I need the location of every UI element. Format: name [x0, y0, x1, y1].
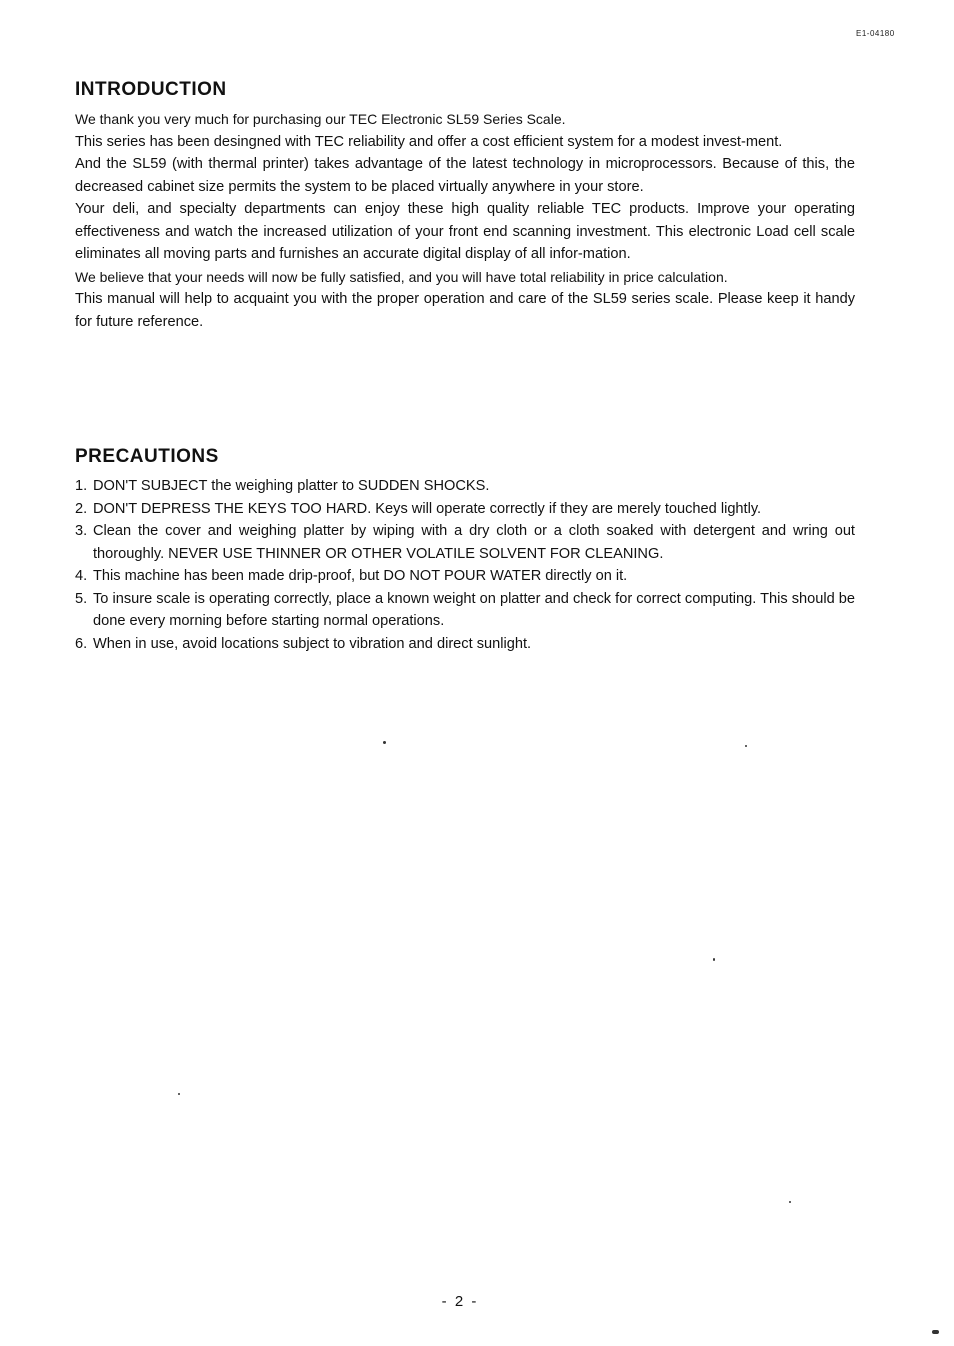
introduction-section — [75, 78, 855, 333]
precaution-text: Clean the cover and weighing platter by wiping with a dry cloth or a cloth soaked with detergent and wring out thoroughly. NEVER USE THINNER OR OTHER VOLATILE SOLVENT FOR CLEANING. — [93, 523, 855, 562]
precaution-number: 3. — [75, 523, 88, 539]
scan-speck — [383, 741, 386, 744]
precautions-list — [75, 475, 855, 655]
precaution-item — [75, 633, 855, 656]
precaution-item — [75, 588, 855, 633]
document-code: E1-04180 — [856, 29, 895, 38]
precaution-item — [75, 565, 855, 588]
precaution-item — [75, 520, 855, 565]
intro-paragraph: This manual will help to acquaint you with the proper operation and care of the SL59 series scale. Please keep it handy for future reference. — [75, 291, 855, 330]
precaution-item — [75, 475, 855, 498]
precautions-heading: PRECAUTIONS — [75, 446, 219, 467]
intro-paragraph: We thank you very much for purchasing our TEC Electronic SL59 Series Scale. — [75, 111, 566, 127]
precaution-number: 4. — [75, 568, 88, 584]
precaution-text: DON'T DEPRESS THE KEYS TOO HARD. Keys will operate correctly if they are merely touched lightly. — [93, 500, 762, 517]
precautions-section — [75, 445, 855, 655]
precaution-text: When in use, avoid locations subject to vibration and direct sunlight. — [93, 635, 532, 652]
scan-speck — [178, 1093, 180, 1095]
intro-paragraph: This series has been desingned with TEC reliability and offer a cost efficient system for a modest invest-ment. — [75, 133, 783, 150]
precaution-text: DON'T SUBJECT the weighing platter to SUDDEN SHOCKS. — [93, 478, 490, 494]
precaution-number: 1. — [75, 478, 88, 494]
scan-speck — [745, 745, 747, 747]
precaution-number: 5. — [75, 590, 88, 607]
precaution-number: 6. — [75, 635, 88, 652]
precaution-item — [75, 498, 855, 521]
page-number: - 2 - — [441, 1293, 479, 1310]
introduction-heading: INTRODUCTION — [75, 79, 227, 100]
scan-speck — [713, 958, 715, 961]
precaution-text: This machine has been made drip-proof, but DO NOT POUR WATER directly on it. — [93, 568, 628, 584]
intro-paragraph: Your deli, and specialty departments can enjoy these high quality reliable TEC products. Improve your operating effectiveness and watch the increased utilization of your front end scanning investment. This electronic Load cell scale eliminates all moving parts and furnishes an accurate digital display of all infor-mation. — [75, 201, 855, 262]
precaution-text: To insure scale is operating correctly, place a known weight on platter and check for correct computing. This should be done every morning before starting normal operations. — [93, 590, 855, 629]
precaution-number: 2. — [75, 500, 88, 517]
scan-speck — [789, 1201, 791, 1203]
intro-paragraph: We believe that your needs will now be fully satisfied, and you will have total reliability in price calculation. — [75, 268, 728, 285]
scan-speck — [932, 1330, 939, 1334]
intro-paragraph: And the SL59 (with thermal printer) takes advantage of the latest technology in microprocessors. Because of this, the decreased cabinet size permits the system to be placed virtually anywhere in your store. — [75, 156, 855, 195]
